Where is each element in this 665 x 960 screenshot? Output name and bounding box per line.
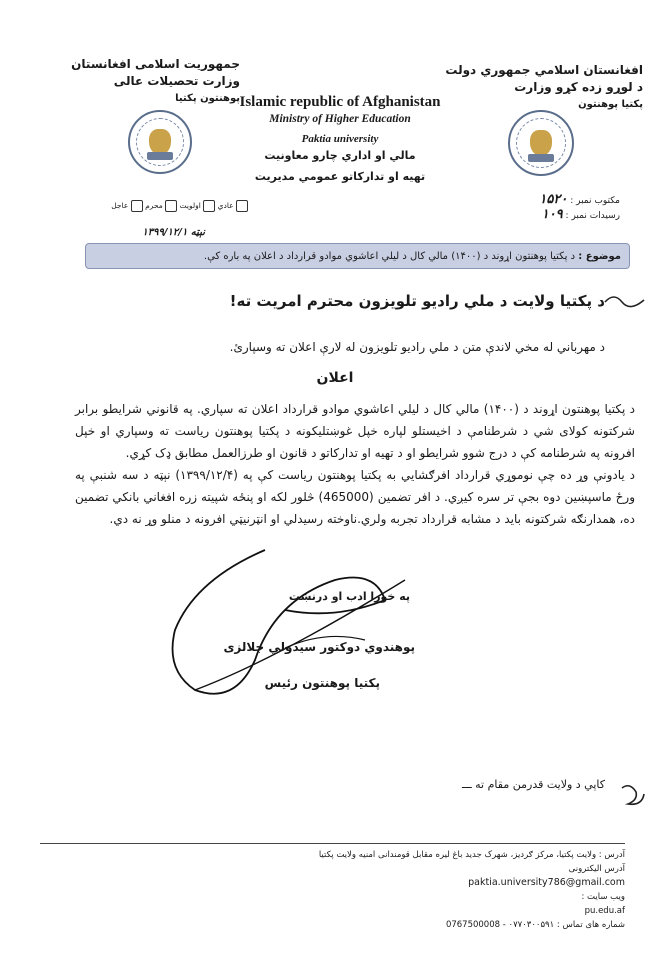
footer-website-label: ويب سايت : [581, 892, 625, 902]
footer-divider [40, 843, 625, 844]
letter-date: نېټه ۱۳۹۹/۱۲/۱ [142, 227, 205, 238]
body-paragraph-2: د يادونې وړ ده چې نوموړي قرارداد افرګشايي به پکتیا پوهنتون رياست کې په (۱۳۹۹/۱۲/۴) نېټه د سه شنبې په ورځ ماسپښين دوه بجې تر سره کيږي. د افر تضمين (465000) څلور لکه او پنځه شپيته زره افغاني بانکي تضمين ده، همدارنګه شرکتونه بايد د مشابه قرارداد تجربه ولري.ناوخته رسيدلي او انټرنيټي افرونه د منلو وړ نه دي. [75, 468, 636, 526]
header-center [225, 94, 455, 183]
letter-no-label: مکتوب نمبر : [570, 196, 620, 206]
header-right-line-3: پکتیا پوهنتون [578, 99, 643, 110]
footer-email[interactable]: paktia.university786@gmail.com [468, 877, 625, 888]
addressee: د پکتیا ولایت د ملي راديو تلويزون محترم امريت ته! [229, 292, 605, 310]
received-value: ۱۰۹ [541, 207, 563, 222]
signer-title: پکتیا پوهنتون رئيس [264, 676, 380, 690]
priority-options [88, 200, 248, 212]
received-label: رسيدات نمبر : [565, 211, 620, 221]
letter-no-value: ۱۵۲۰ [539, 192, 568, 207]
closing-text: په خورا ادب او درنښت [288, 590, 410, 603]
signer-name: پوهندوي دوکتور سيدولي جلالزی [223, 640, 415, 654]
footer-email-label: آدرس اليکترونی [568, 864, 625, 874]
subject-bar [85, 243, 630, 269]
header-left-line-3: پوهنتون پکتیا [175, 93, 240, 104]
footer-phone: 0767500008 - ۰۷۷۰۳۰۰۵۹۱ [445, 920, 555, 930]
university-seal-left [128, 110, 192, 174]
handwritten-mark-icon [618, 780, 648, 810]
footer-phone-label: شماره های تماس : [556, 920, 625, 930]
reference-block [470, 193, 620, 223]
header-right-line-2: د لوړو زده کړو وزارت [514, 80, 643, 94]
priority-normal[interactable]: عادي [218, 201, 248, 210]
header-right-line-1: افغانستان اسلامي جمهوري دولت [445, 63, 643, 77]
subject-text: د پکتیا پوهنتون اړوند د (۱۴۰۰) مالي کال د ليلي اعاشوي موادو قرارداد د اعلان په باره کې. [203, 251, 576, 262]
header-left-line-1: جمهوریت اسلامی افغانستان [71, 57, 240, 71]
header-right [443, 62, 643, 113]
footer-address: آدرس : ولايت پکتيا، مرکز ګرديز، شهرک جديد باغ ليره مقابل قومندانی امنيه ولايت پکتيا [318, 850, 625, 860]
footer [225, 848, 625, 932]
header-dept-1: مالي او اداري چارو معاونيت [264, 149, 416, 162]
priority-urgent[interactable]: عاجل [111, 201, 142, 210]
handwritten-mark-icon [600, 290, 650, 320]
header-en-ministry: Ministry of Higher Education [269, 113, 411, 125]
header-en-title: Islamic republic of Afghanistan [239, 94, 441, 110]
footer-website[interactable]: pu.edu.af [584, 906, 625, 916]
priority-confidential[interactable]: محرم [145, 201, 177, 210]
header-left [55, 56, 240, 107]
copy-to: کاپي د ولايت قدرمن مقام ته ـــ [462, 778, 605, 791]
header-left-line-2: وزارت تحصیلات عالی [113, 74, 240, 88]
header-en-university: Paktia university [301, 133, 379, 145]
header-dept-2: تهيه او تدارکاتو عمومي مديريت [254, 170, 426, 183]
body-paragraph-1: د پکتیا پوهنتون اړوند د (۱۴۰۰) مالي کال د ليلي اعاشوي موادو قرارداد اعلان ته سپاري. په قانوني شرايطو برابر شرکتونه کولای شي د شرطنامې د اخيستلو لپاره خپل غوښتليکونه د پکتیا پوهنتون رياست ته وسپاري او خپل افرونه په شرطنامه کې د درج شوو شرايطو او د تهيه او تدارکاتو د قانون او طرزالعمل مطابق ډک کړي. [75, 402, 636, 460]
university-seal-right [508, 110, 574, 176]
intro-text: د مهرباني له مخي لاندې متن د ملي راديو تلويزون له لارې اعلان ته وسپارئ. [229, 340, 605, 354]
announcement-heading: اعلان [316, 370, 354, 386]
subject-label: موضوع : [578, 251, 621, 262]
priority-high[interactable]: اولويت [180, 201, 216, 210]
body-paragraphs [75, 398, 635, 530]
